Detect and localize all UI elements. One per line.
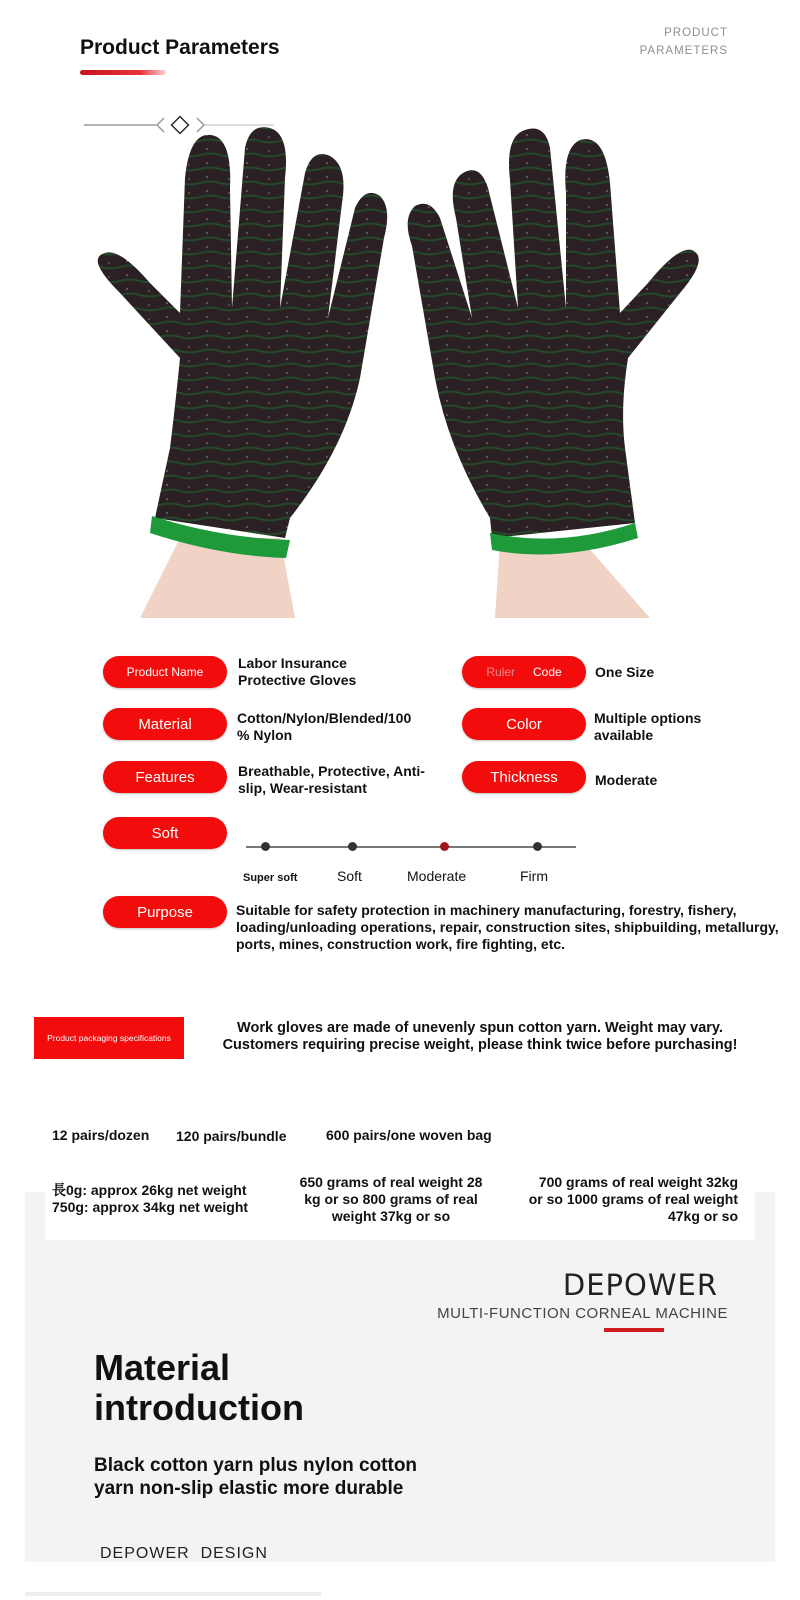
- thickness-value: Moderate: [595, 772, 658, 788]
- pack-weight-line: weight 37kg or so: [331, 1208, 451, 1224]
- product-name-pill: Product Name: [103, 656, 227, 688]
- purpose-value: [236, 902, 796, 953]
- pack-weight-line: 700 grams of real weight 32kg: [538, 1174, 738, 1190]
- material-title-line: Material: [94, 1347, 231, 1388]
- scale-dot-moderate: [440, 842, 449, 851]
- corner-label-line: PRODUCT: [664, 27, 728, 39]
- title-underline: [80, 70, 166, 75]
- scale-dot-firm: [533, 842, 542, 851]
- pack-count: 12 pairs/dozen: [52, 1127, 150, 1143]
- pack-count: 600 pairs/one woven bag: [326, 1127, 492, 1143]
- pack-weight-line: 47kg or so: [667, 1208, 738, 1224]
- ruler-code-value: One Size: [595, 664, 655, 680]
- product-name-value: [238, 655, 438, 689]
- softness-scale-line: [246, 846, 576, 848]
- scale-label: Super soft: [243, 872, 298, 884]
- corner-label-line: PARAMETERS: [639, 45, 728, 57]
- color-pill: Color: [462, 708, 586, 740]
- material-value-line: % Nylon: [237, 727, 293, 743]
- brand-subtitle: MULTI-FUNCTION CORNEAL MACHINE: [437, 1305, 728, 1322]
- packaging-note-line: Customers requiring precise weight, please think twice before purchasing!: [222, 1037, 738, 1053]
- corner-label: [608, 24, 728, 60]
- color-value: [594, 710, 754, 744]
- pack-weight-col1: [52, 1182, 267, 1216]
- ruler-faded-label: Ruler: [486, 665, 515, 679]
- pack-weight-line: kg or so 800 grams of real: [304, 1191, 478, 1207]
- pack-weight-line: 長0g: approx 26kg net weight: [52, 1182, 247, 1198]
- scale-label: Moderate: [407, 868, 467, 884]
- material-title: [94, 1348, 454, 1428]
- purpose-value-line: loading/unloading operations, repair, construction sites, shipbuilding, metallurgy,: [236, 919, 779, 935]
- material-pill: Material: [103, 708, 227, 740]
- material-description-line: yarn non-slip elastic more durable: [94, 1478, 404, 1499]
- purpose-pill: Purpose: [103, 896, 227, 928]
- footer-bar: [25, 1592, 321, 1596]
- scale-dot-soft: [348, 842, 357, 851]
- ruler-code-label: Code: [533, 665, 562, 679]
- features-pill: Features: [103, 761, 227, 793]
- material-description-line: Black cotton yarn plus nylon cotton: [94, 1455, 418, 1476]
- right-glove: [408, 128, 699, 538]
- purpose-value-line: ports, mines, construction work, fire fighting, etc.: [236, 936, 566, 952]
- page-title: Product Parameters: [80, 36, 280, 59]
- scale-label: Firm: [520, 868, 548, 884]
- gloves-image: [80, 118, 720, 638]
- packaging-note: [220, 1020, 740, 1054]
- purpose-value-line: Suitable for safety protection in machinery manufacturing, forestry, fishery,: [236, 902, 737, 918]
- material-description: [94, 1454, 454, 1500]
- thickness-pill: Thickness: [462, 761, 586, 793]
- pack-weight-col3: [508, 1174, 738, 1225]
- product-name-value-line: Protective Gloves: [238, 672, 357, 688]
- scale-label: Soft: [337, 868, 362, 884]
- pack-count: 120 pairs/bundle: [176, 1128, 287, 1144]
- footer-design-label: DEPOWER DESIGN: [100, 1545, 268, 1562]
- left-glove: [98, 127, 387, 538]
- features-value-line: Breathable, Protective, Anti-: [238, 763, 425, 779]
- scale-dot-super-soft: [261, 842, 270, 851]
- product-name-value-line: Labor Insurance: [238, 655, 347, 671]
- material-value: [237, 710, 447, 744]
- pack-weight-col2: [291, 1174, 491, 1225]
- pack-weight-line: or so 1000 grams of real weight: [528, 1191, 738, 1207]
- brand-name: DEPOWER: [562, 1268, 718, 1302]
- brand-underline: [604, 1328, 664, 1332]
- soft-pill: Soft: [103, 817, 227, 849]
- features-value: [238, 763, 448, 797]
- color-value-line: Multiple options: [594, 710, 702, 726]
- features-value-line: slip, Wear-resistant: [238, 780, 367, 796]
- material-value-line: Cotton/Nylon/Blended/100: [237, 710, 412, 726]
- material-title-line: introduction: [94, 1387, 304, 1428]
- color-value-line: available: [594, 727, 654, 743]
- pack-weight-line: 750g: approx 34kg net weight: [52, 1199, 249, 1215]
- ruler-code-pill: [462, 656, 586, 688]
- pack-weight-line: 650 grams of real weight 28: [299, 1174, 483, 1190]
- packaging-badge: Product packaging specifications: [34, 1017, 184, 1059]
- packaging-note-line: Work gloves are made of unevenly spun cotton yarn. Weight may vary.: [237, 1020, 723, 1036]
